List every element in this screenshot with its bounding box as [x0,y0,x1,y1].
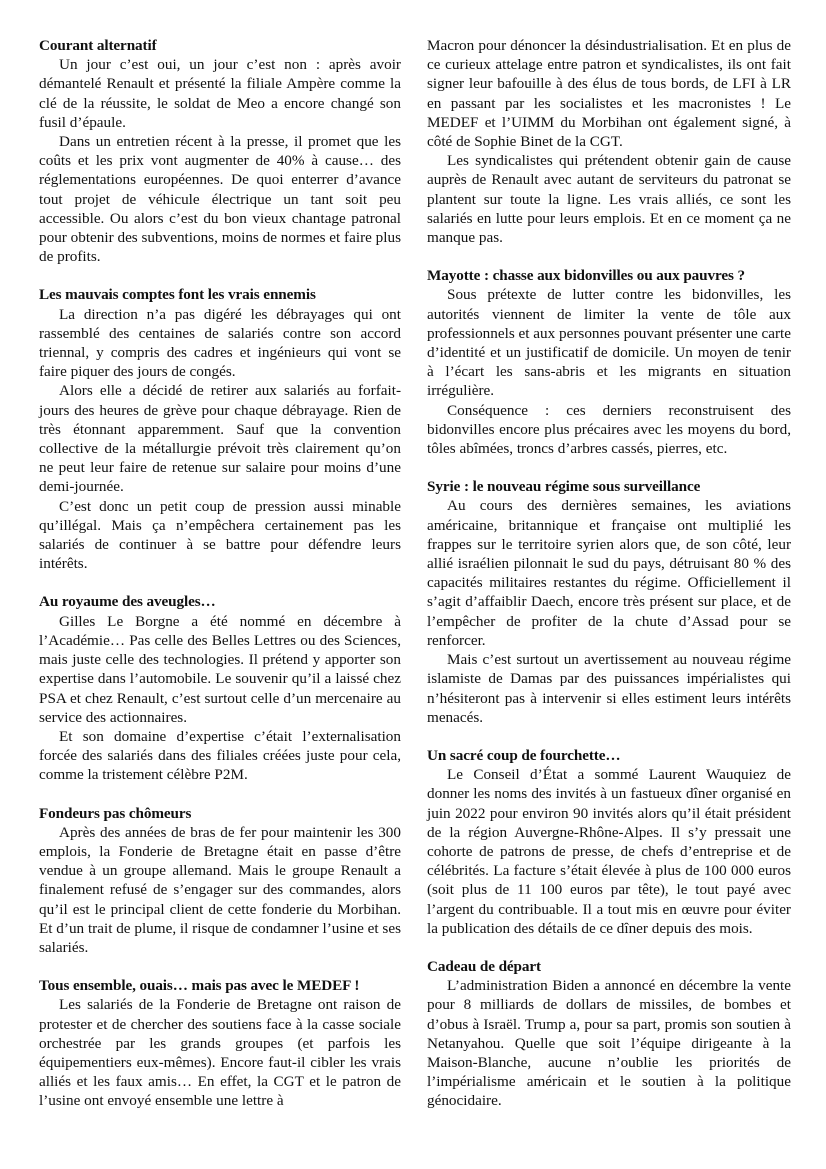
article-title: Cadeau de départ [427,957,541,975]
article-title: Les mauvais comptes font les vrais ennemis [39,286,316,304]
article-paragraph: Alors elle a décidé de retirer aux salariés au forfait-jours des heures de grève pour chaque débrayage. Rien de très étonnant apparemment. Sauf que la convention collective de la métallurgie prévoit très clairement qu’on ne peut leur faire de retenue sur salaire pour moins d’une demi-journée. [39,382,401,496]
article-paragraph: Les salariés de la Fonderie de Bretagne ont raison de protester et de chercher des soutiens face à la casse sociale orchestrée par les grands groupes (et parfois les équipementiers eux-mêmes). Encore faut-il cibler les vrais alliés et les faux amis… En effet, la CGT et le patron de l’usine ont envoyé ensemble une lettre à [39,996,401,1110]
article-paragraph: Dans un entretien récent à la presse, il promet que les coûts et les prix vont augmenter de 40% à cause… des réglementations européennes. De quoi enterrer d’avance tout projet de véhicule électrique un tant soit peu accessible. Ou alors c’est du bon vieux chantage patronal pour obtenir des subventions, moins de normes et faire plus de profits. [39,133,401,266]
article-paragraph: Les syndicalistes qui prétendent obtenir gain de cause auprès de Renault avec autant de serviteurs du patronat se plantent sur toute la ligne. Les vrais alliés, ce sont les salariés en lutte pour leurs emplois. Et en ce moment ça ne manque pas. [427,152,791,247]
article-paragraph: Mais c’est surtout un avertissement au nouveau régime islamiste de Damas par des puissances impérialistes qui n’hésiteront pas à intervenir si elles estiment leurs intérêts menacés. [427,651,791,726]
article-mayotte [427,266,791,458]
left-column [39,36,401,1130]
article-tous-ensemble-continued [427,36,791,247]
article-cadeau-de-depart [427,957,791,1111]
article-title: Un sacré coup de fourchette… [427,746,621,764]
newsletter-page [39,36,791,1130]
article-paragraph: Au cours des dernières semaines, les aviations américaine, britannique et française ont multiplié les frappes sur le territoire syrien alors que, de son côté, leur allié israélien pilonnait le sud du pays, détruisant 80 % des capacités militaires restantes du régime. Officiellement il s’agit d’affaiblir Daech, encore très présent sur place, et de l’empêcher de profiter de la chute d’Assad pour se renforcer. [427,497,791,649]
article-title: Fondeurs pas chômeurs [39,804,192,822]
article-paragraph: Et son domaine d’expertise c’était l’externalisation forcée des salariés dans des filiales créées juste pour cela, comme la tristement célèbre P2M. [39,727,401,784]
article-paragraph: Un jour c’est oui, un jour c’est non : après avoir démantelé Renault et présenté la filiale Ampère comme la clé de la réussite, le soldat de Meo a encore changé son fusil d’épaule. [39,56,401,131]
article-title: Mayotte : chasse aux bidonvilles ou aux pauvres ? [427,267,746,285]
article-title: Syrie : le nouveau régime sous surveillance [427,478,701,496]
article-paragraph: Macron pour dénoncer la désindustrialisation. Et en plus de ce curieux attelage entre patron et syndicalistes, ils ont fait signer leur bafouille à des élus de tous bords, de LFI à LR en passant par les socialistes et les macronistes ! Le MEDEF et l’UIMM du Morbihan ont également signé, à côté de Sophie Binet de la CGT. [427,37,791,151]
article-title: Tous ensemble, ouais… mais pas avec le MEDEF ! [39,977,360,995]
article-paragraph: La direction n’a pas digéré les débrayages qui ont rassemblé des centaines de salariés contre son accord triennal, y compris des cadres et ingénieurs qui vont se faire piquer des jours de congés. [39,305,401,381]
article-mauvais-comptes [39,285,401,573]
article-tous-ensemble [39,976,401,1110]
article-paragraph: C’est donc un petit coup de pression aussi minable qu’illégal. Mais ça n’empêchera certainement pas les salariés de continuer à se battre pour défendre leurs intérêts. [39,497,401,573]
article-paragraph: L’administration Biden a annoncé en décembre la vente pour 8 milliards de dollars de missiles, de bombes et d’obus à Israël. Trump a, pour sa part, promis son soutien à Netanyahou. Quelle que soit l’équipe dirigeante à la Maison-Blanche, aucune n’oublie les priorités de l’impérialisme américain et le soutien à la politique génocidaire. [427,977,791,1110]
article-paragraph: Gilles Le Borgne a été nommé en décembre à l’Académie… Pas celle des Belles Lettres ou des Sciences, mais juste celle des technologies. Il prétend y apporter son expertise dans l’automobile. Le souvenir qu’il a laissé chez PSA et chez Renault, c’est surtout celle d’un mercenaire au service des actionnaires. [39,612,401,726]
article-royaume-aveugles [39,592,401,784]
article-paragraph: Sous prétexte de lutter contre les bidonvilles, les autorités viennent de limiter la vente de tôle aux professionnels et aux personnes pouvant présenter une carte d’identité et un justificatif de domicile. Un moyen de tenir à l’écart les sans-abris et les migrants en situation irrégulière. [427,286,791,400]
article-courant-alternatif [39,36,401,266]
article-paragraph: Le Conseil d’État a sommé Laurent Wauquiez de donner les noms des invités à un fastueux dîner organisé en juin 2022 pour environ 90 invités alors qu’il était président de la région Auvergne-Rhône-Alpes. Il s’y pressait une cohorte de patrons de presse, de chefs d’entreprise et de célébrités. La facture s’était élevée à plus de 100 000 euros (soit plus de 11 100 euros par tête), le tout payé avec l’argent du contribuable. Il a tout mis en œuvre pour éviter la publication des détails de ce dîner depuis des mois. [427,766,791,937]
article-fondeurs [39,804,401,958]
right-column [427,36,791,1130]
article-title: Au royaume des aveugles… [39,593,216,611]
article-syrie [427,477,791,727]
article-paragraph: Après des années de bras de fer pour maintenir les 300 emplois, la Fonderie de Bretagne était en passe d’être vendue à un groupe allemand. Mais le groupe Renault a finalement refusé de s’engager sur des commandes, alors qu’il est le principal client de cette fonderie du Morbihan. Et d’un trait de plume, il risque de condamner l’usine et ses salariés. [39,823,401,956]
article-coup-de-fourchette [427,746,791,938]
article-paragraph: Conséquence : ces derniers reconstruisent des bidonvilles encore plus précaires avec les moyens du bord, tôles abîmées, troncs d’arbres cassés, pierres, etc. [427,401,791,458]
article-title: Courant alternatif [39,37,157,54]
